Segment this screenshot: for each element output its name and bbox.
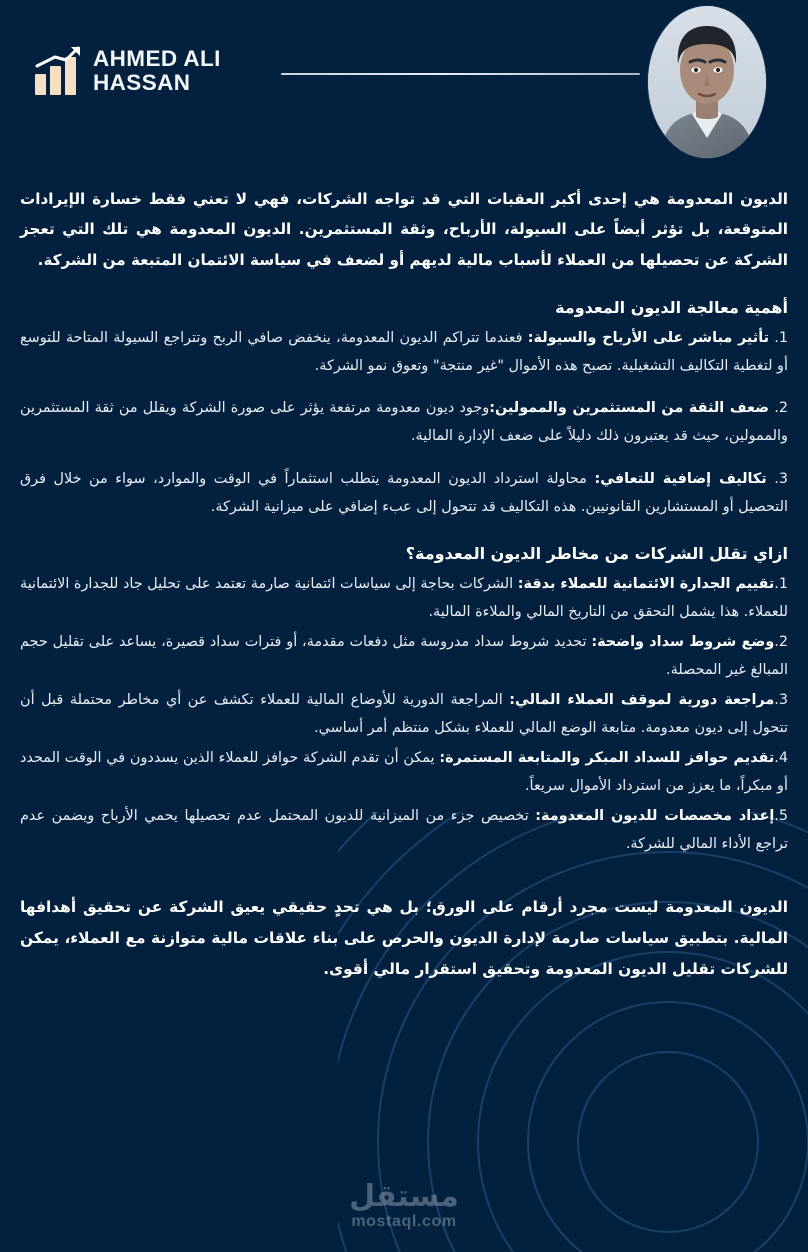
list-item — [20, 394, 788, 450]
item-lead: وضع شروط سداد واضحة: — [591, 633, 775, 650]
item-number: 1. — [774, 575, 788, 592]
item-lead: تقديم حوافز للسداد المبكر والمتابعة المستمرة: — [439, 750, 775, 767]
item-lead: تقييم الجدارة الائتمانية للعملاء بدقة: — [517, 575, 775, 592]
avatar — [648, 6, 766, 158]
item-number: 1. — [774, 330, 789, 347]
item-lead: إعداد مخصصات للديون المعدومة: — [535, 808, 775, 825]
list-item — [20, 628, 788, 684]
outro-paragraph: الديون المعدومة ليست مجرد أرقام على الورق؛ بل هي تحدٍ حقيقي يعيق الشركة عن تحقيق أهدافها المالية. بتطبيق سياسات صارمة لإدارة الديون والحرص على بناء علاقات مالية متوازنة مع العملاء، يمكن للشركات تقليل الديون المعدومة وتحقيق استقرار مالي أقوى. — [20, 898, 788, 979]
bar-chart-growth-icon — [34, 46, 82, 96]
watermark — [0, 1179, 808, 1230]
item-body: المراجعة الدورية للأوضاع المالية للعملاء تكشف عن أي مخاطر محتملة قبل أن تتحول إلى ديون معدومة. متابعة الوضع المالي للعملاء بشكل منتظم أمر أساسي. — [20, 692, 788, 737]
list-item — [20, 686, 788, 742]
item-number: 4. — [774, 750, 789, 767]
item-body: محاولة استرداد الديون المعدومة يتطلب استثماراً في الوقت والموارد، سواء من خلال فرق التحصيل أو المستشارين القانونيين. هذه التكاليف قد تتحول إلى عبء إضافي على ميزانية الشركة. — [20, 470, 788, 515]
list-item — [20, 802, 788, 858]
section-mitigation — [20, 542, 788, 859]
item-lead: تأثير مباشر على الأرباح والسيولة: — [527, 330, 770, 347]
item-number: 3. — [774, 470, 788, 487]
item-body: تخصيص جزء من الميزانية للديون المحتمل عدم تحصيلها يحمي الأرباح ويضمن عدم تراجع الأداء المالي للشركة. — [20, 808, 788, 853]
brand-line-1: AHMED ALI — [93, 46, 221, 72]
item-number: 2. — [774, 633, 789, 650]
intro-paragraph: الديون المعدومة هي إحدى أكبر العقبات التي قد تواجه الشركات، فهي لا تعني فقط خسارة الإيرادات المتوقعة، بل تؤثر أيضاً على السيولة، الأرباح، وثقة المستثمرين. الديون المعدومة هي تلك التي تعجز الشركة عن تحصيلها من العملاء لأسباب مالية لديهم أو لضعف في سياسة الائتمان المتبعة من الشركة. — [20, 190, 788, 269]
header-divider — [281, 73, 640, 75]
header — [0, 0, 808, 168]
item-number: 2. — [774, 400, 788, 417]
watermark-arabic: مستقل — [349, 1179, 459, 1214]
item-body: فعندما تتراكم الديون المعدومة، ينخفض صافي الربح وتتراجع السيولة المتاحة للتوسع أو لتغطية التكاليف التشغيلية. تصبح هذه الأموال "غير منتجة" وتعوق نمو الشركة. — [20, 330, 788, 375]
section-importance-title: أهمية معالجة الديون المعدومة — [555, 298, 788, 318]
brand-name — [93, 47, 221, 95]
brand-line-2: HASSAN — [93, 70, 191, 95]
item-number: 3. — [774, 692, 788, 708]
list-item — [20, 324, 788, 380]
list-item — [20, 570, 788, 626]
item-lead: تكاليف إضافية للتعافي: — [594, 470, 767, 487]
section-mitigation-title: ازاي تقلل الشركات من مخاطر الديون المعدومة؟ — [405, 543, 788, 563]
watermark-latin: mostaql.com — [351, 1213, 457, 1230]
brand-lockup — [34, 46, 221, 96]
item-lead: ضعف الثقة من المستثمرين والممولين: — [489, 400, 770, 417]
item-body: وجود ديون معدومة مرتفعة يؤثر على صورة الشركة ويقلل من ثقة المستثمرين والممولين، حيث قد يعتبرون ذلك دليلاً على ضعف الإدارة المالية. — [20, 400, 788, 445]
mitigation-list — [20, 570, 788, 859]
section-importance — [20, 296, 788, 520]
list-item — [20, 744, 788, 800]
item-number: 5. — [774, 808, 788, 825]
item-lead: مراجعة دورية لموقف العملاء المالي: — [509, 692, 775, 708]
content — [0, 184, 808, 985]
item-body: يمكن أن تقدم الشركة حوافز للعملاء الذين يسددون في الوقت المحدد أو مبكراً، ما يعزز من استرداد الأموال سريعاً. — [20, 750, 788, 795]
item-body: الشركات بحاجة إلى سياسات ائتمانية صارمة تعتمد على تحليل جاد للجدارة الائتمانية للعملاء. هذا يشمل التحقق من التاريخ المالي والملاءة المالية. — [20, 575, 788, 620]
list-item — [20, 465, 788, 521]
item-body: تحديد شروط سداد مدروسة مثل دفعات مقدمة، أو فترات سداد قصيرة، يساعد على تقليل حجم المبالغ غير المحصلة. — [20, 633, 788, 678]
